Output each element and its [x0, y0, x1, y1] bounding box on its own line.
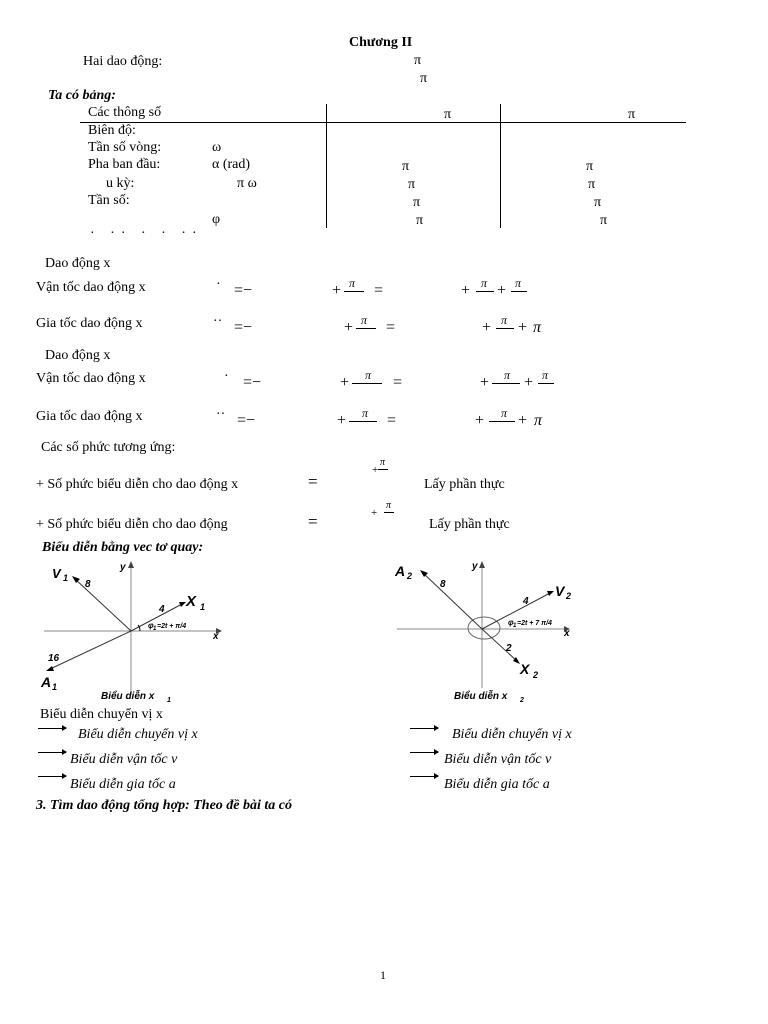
real-part-label-2: Lấy phần thực [429, 517, 510, 532]
velocity-vector [74, 578, 131, 631]
equals-sign: = [374, 282, 384, 299]
phase-subscript: 1 [513, 623, 517, 629]
section1-title: Dao động x [45, 256, 111, 271]
eq-minus: =− [237, 412, 256, 429]
table-cell-c1: π [408, 177, 416, 192]
table-col-divider-2 [500, 104, 501, 228]
acceleration-magnitude: 8 [440, 579, 446, 590]
eq-minus: =− [234, 319, 253, 336]
diagram-caption-subscript: 1 [167, 697, 171, 704]
table-cell-c2: π [628, 107, 636, 122]
eq-minus: =− [243, 374, 262, 391]
plus-sign: + [337, 412, 347, 429]
plus-sign: + [482, 319, 492, 336]
section2-title: Dao động x [45, 348, 111, 363]
legend-arrow-icon [410, 776, 438, 777]
plus-sign: + [332, 282, 342, 299]
complex-label-2: + Số phức biểu diễn cho dao động [36, 517, 228, 532]
velocity-magnitude: 4 [523, 596, 529, 607]
fraction-numerator: π [365, 368, 372, 382]
velocity-label: V [52, 566, 61, 581]
fraction-numerator: π [386, 500, 392, 511]
plus-sign: + [340, 374, 350, 391]
legend-arrow-icon [38, 776, 66, 777]
rotating-vector-diagram-1 [36, 556, 256, 706]
fraction-numerator: π [515, 276, 522, 290]
legend-item: Biểu diễn chuyển vị x [452, 727, 572, 742]
acceleration-arrowhead [46, 666, 54, 671]
plus-sign: + [497, 282, 507, 299]
legend-arrow-icon [410, 728, 438, 729]
fraction-numerator: π [361, 313, 368, 327]
y-axis-label: y [120, 562, 126, 573]
fraction-numerator: π [349, 276, 356, 290]
plus-sign: + [518, 412, 528, 429]
page-title: Chương II [349, 35, 413, 50]
dot-symbol: · [216, 277, 221, 292]
dot-symbol: ·· [213, 314, 223, 329]
complex-label-1: + Số phức biểu diễn cho dao động x [36, 477, 239, 492]
diagram-caption: Biểu diễn x [101, 691, 155, 702]
pi-symbol: π [533, 319, 542, 336]
fraction-numerator: π [481, 276, 488, 290]
table-cell-c2: π [600, 213, 608, 228]
intro-label: Hai dao động: [83, 54, 163, 69]
legend-item: Biểu diễn gia tốc a [70, 777, 176, 792]
fraction-bar [476, 291, 494, 292]
dot-symbol: ·· [216, 407, 226, 422]
displacement-label: X [186, 593, 197, 610]
fraction-bar [349, 421, 377, 422]
equals-sign: = [308, 472, 318, 491]
plus-sign: + [480, 374, 490, 391]
velocity-arrowhead [547, 591, 554, 596]
plus-sign: + [518, 319, 528, 336]
x-axis-label: x [564, 628, 570, 639]
legend-item: Biểu diễn vận tốc v [444, 752, 552, 767]
fraction-numerator: π [504, 368, 511, 382]
displacement-subscript: 1 [200, 602, 206, 612]
table-cell-c1: π [402, 159, 410, 174]
plus-sign: + [344, 319, 354, 336]
y-axis-label: y [472, 561, 478, 572]
plus-sign: + [524, 374, 534, 391]
table-cell-c2: π [588, 177, 596, 192]
y-axis-arrowhead [479, 561, 485, 568]
fraction-numerator: π [501, 313, 508, 327]
table-cell-label: u kỳ: [106, 176, 135, 191]
velocity-label: V [555, 583, 565, 599]
eq-minus: =− [234, 282, 253, 299]
plus-sign: + [461, 282, 471, 299]
acceleration-label: A [395, 563, 406, 579]
fraction-numerator: π [501, 406, 508, 420]
table-col-divider-1 [326, 104, 327, 228]
dot-symbol: · [224, 369, 229, 384]
plus-sign: + [371, 507, 378, 519]
legend-arrow-icon [38, 728, 66, 729]
fraction-bar [352, 383, 382, 384]
acceleration-vector [48, 631, 131, 670]
displacement-magnitude: 4 [159, 604, 165, 615]
acceleration-magnitude: 16 [48, 653, 60, 664]
diagram-caption-subscript: 2 [520, 697, 524, 704]
table-cell-c2: π [594, 195, 602, 210]
rotating-vector-diagram-2 [392, 556, 612, 706]
phase-symbol: φ [508, 618, 514, 627]
acceleration-subscript: 2 [407, 571, 413, 581]
legend-item: Biểu diễn vận tốc v [70, 752, 178, 767]
fraction-bar [492, 383, 520, 384]
legend-arrow-icon [410, 752, 438, 753]
fraction-numerator: π [362, 406, 369, 420]
displacement-arrowhead [179, 602, 186, 607]
phase-subscript: 1 [153, 626, 157, 632]
phase-annotation: =2t + π/4 [157, 623, 187, 630]
table-cell-sym: ω [212, 140, 222, 155]
intro-pi-1: π [414, 53, 422, 68]
fraction-bar [378, 469, 388, 470]
velocity-label: Vận tốc dao động x [36, 280, 146, 295]
fraction-bar [344, 291, 364, 292]
intro-pi-2: π [420, 71, 428, 86]
velocity-subscript: 1 [63, 573, 69, 583]
table-title: Ta có bảng: [48, 88, 116, 103]
legend-arrow-icon [38, 752, 66, 753]
equals-sign: = [386, 319, 396, 336]
velocity-label: Vận tốc dao động x [36, 371, 146, 386]
phase-annotation: =2t + 7 π/4 [517, 620, 552, 627]
table-cell-sym: φ [212, 212, 221, 227]
table-cell-label: Các thông số [88, 105, 162, 120]
plus-sign: + [372, 464, 379, 476]
pi-symbol: π [534, 412, 543, 429]
legend-item: Biểu diễn chuyển vị x [78, 727, 198, 742]
table-cutoff-row: · ·· · · ·· [90, 226, 203, 234]
fraction-bar [489, 421, 515, 422]
velocity-magnitude: 8 [85, 579, 91, 590]
page-number: 1 [380, 968, 386, 982]
equals-sign: = [387, 412, 397, 429]
section3-title: 3. Tìm dao động tổng hợp: Theo đề bài ta có [36, 798, 293, 813]
table-cell-c1: π [444, 107, 452, 122]
table-cell-label: Biên độ: [88, 123, 136, 138]
fraction-bar [384, 512, 394, 513]
fraction-bar [538, 383, 554, 384]
diagram-caption: Biểu diễn x [454, 691, 508, 702]
table-cell-label: Tần số vòng: [88, 140, 162, 155]
table-cell-sym: π ω [237, 176, 257, 191]
fraction-bar [356, 328, 376, 329]
vector-title: Biểu diễn bằng vec tơ quay: [42, 540, 204, 555]
legend-item: Biểu diễn gia tốc a [444, 777, 550, 792]
table-cell-c2: π [586, 159, 594, 174]
fraction-numerator: π [542, 368, 549, 382]
fraction-numerator: π [380, 457, 386, 468]
equals-sign: = [308, 512, 318, 531]
displacement-label: X [520, 661, 530, 677]
legend-title: Biểu diễn chuyển vị x [40, 707, 163, 722]
accel-label: Gia tốc dao động x [36, 409, 143, 424]
acceleration-subscript: 1 [52, 682, 58, 692]
table-cell-c1: π [416, 213, 424, 228]
complex-title: Các số phức tương ứng: [41, 440, 176, 455]
table-cell-c1: π [413, 195, 421, 210]
displacement-magnitude: 2 [506, 643, 512, 654]
phase-symbol: φ [148, 621, 154, 630]
y-axis-arrowhead [128, 561, 134, 568]
equals-sign: = [393, 374, 403, 391]
fraction-bar [511, 291, 527, 292]
table-header-rule [80, 122, 686, 123]
real-part-label-1: Lấy phần thực [424, 477, 505, 492]
x-axis-label: x [213, 631, 219, 642]
accel-label: Gia tốc dao động x [36, 316, 143, 331]
table-cell-sym: α (rad) [212, 157, 251, 172]
displacement-subscript: 2 [533, 670, 539, 680]
table-cell-label: Tần số: [88, 193, 130, 208]
velocity-subscript: 2 [566, 591, 572, 601]
plus-sign: + [475, 412, 485, 429]
acceleration-vector [422, 572, 482, 629]
displacement-vector [482, 629, 518, 662]
acceleration-label: A [41, 674, 52, 690]
table-cell-label: Pha ban đầu: [88, 157, 161, 172]
fraction-bar [496, 328, 514, 329]
